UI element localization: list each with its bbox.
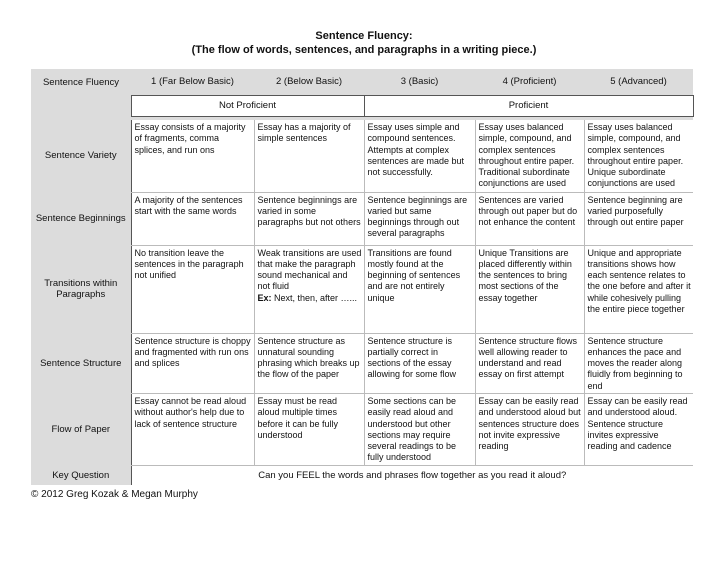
table-cell: Essay can be easily read and understood aloud. Sentence structure invites expressive reading and cadence <box>584 393 693 465</box>
table-cell: Sentences are varied through out paper but do not enhance the content <box>475 192 584 245</box>
proficient-label: Proficient <box>364 96 693 117</box>
table-cell: Unique and appropriate transitions shows how each sentence relates to the one before and after it while cohesively pulling the entire piece together <box>584 245 693 333</box>
table-cell: Sentence beginning are varied purposefully through out entire paper <box>584 192 693 245</box>
header-corner: Sentence Fluency <box>31 69 131 96</box>
table-row <box>31 333 693 393</box>
table-cell: Essay uses balanced simple, compound, and complex sentences throughout entire paper. Traditional subordinate conjunctions are used <box>475 120 584 192</box>
table-cell: Sentence structure flows well allowing reader to understand and read essay on first attempt <box>475 333 584 393</box>
table-cell: Sentence beginnings are varied but same beginnings through out several paragraphs <box>364 192 475 245</box>
table-row <box>31 192 693 245</box>
header-row <box>31 69 693 96</box>
table-cell: Sentence structure enhances the pace and moves the reader along fluidly from beginning to end <box>584 333 693 393</box>
table-cell: Essay consists of a majority of fragments, comma splices, and run ons <box>131 120 254 192</box>
table-row <box>31 393 693 465</box>
table-cell: Some sections can be easily read aloud and understood but other sections may require several readings to be fully understood <box>364 393 475 465</box>
table-cell: Sentence structure is partially correct in sections of the essay allowing for some flow <box>364 333 475 393</box>
header-level-1: 1 (Far Below Basic) <box>131 69 254 96</box>
group-row <box>31 96 693 117</box>
header-level-5: 5 (Advanced) <box>584 69 693 96</box>
page-title: Sentence Fluency: <box>315 30 413 42</box>
example-label: Ex: <box>257 292 272 303</box>
row-label-transitions: Transitions within Paragraphs <box>31 245 131 333</box>
page-subtitle: (The flow of words, sentences, and paragraphs in a writing piece.) <box>191 44 537 56</box>
rubric-table <box>31 69 694 485</box>
table-row <box>31 120 693 192</box>
key-question-label: Key Question <box>31 465 131 485</box>
table-cell: Essay has a majority of simple sentences <box>254 120 364 192</box>
table-cell: Sentence structure as unnatural sounding phrasing which breaks up the flow of the paper <box>254 333 364 393</box>
not-proficient-label: Not Proficient <box>131 96 364 117</box>
table-cell: Essay uses simple and compound sentences. Attempts at complex sentences are made but not successfully. <box>364 120 475 192</box>
table-cell: Unique Transitions are placed differently within the sentences to bring most sections of the essay together <box>475 245 584 333</box>
table-row <box>31 245 693 333</box>
row-label-sentence-beginnings: Sentence Beginnings <box>31 192 131 245</box>
group-blank <box>31 96 131 117</box>
table-cell: Transitions are found mostly found at the beginning of sentences and are not entirely unique <box>364 245 475 333</box>
table-cell: Sentence structure is choppy and fragmented with run ons and splices <box>131 333 254 393</box>
table-cell: No transition leave the sentences in the paragraph not unified <box>131 245 254 333</box>
header-level-2: 2 (Below Basic) <box>254 69 364 96</box>
cell-text: Weak transitions are used that make the paragraph sound mechanical and not fluid <box>257 247 362 292</box>
table-cell: Essay can be easily read and understood aloud but sentences structure does not invite expressive reading <box>475 393 584 465</box>
row-label-flow-of-paper: Flow of Paper <box>31 393 131 465</box>
row-label-sentence-structure: Sentence Structure <box>31 333 131 393</box>
table-cell <box>254 245 364 333</box>
table-cell: Essay must be read aloud multiple times before it can be fully understood <box>254 393 364 465</box>
header-level-4: 4 (Proficient) <box>475 69 584 96</box>
table-cell: Sentence beginnings are varied in some paragraphs but not others <box>254 192 364 245</box>
header-level-3: 3 (Basic) <box>364 69 475 96</box>
example-text: Next, then, after …... <box>271 292 358 303</box>
row-label-sentence-variety: Sentence Variety <box>31 120 131 192</box>
key-question-text: Can you FEEL the words and phrases flow together as you read it aloud? <box>131 465 693 485</box>
copyright: © 2012 Greg Kozak & Megan Murphy <box>31 489 198 500</box>
table-cell: A majority of the sentences start with the same words <box>131 192 254 245</box>
key-question-row <box>31 465 693 485</box>
table-cell: Essay cannot be read aloud without author's help due to lack of sentence structure <box>131 393 254 465</box>
table-cell: Essay uses balanced simple, compound, and complex sentences throughout entire paper. Unique subordinate conjunctions are used <box>584 120 693 192</box>
